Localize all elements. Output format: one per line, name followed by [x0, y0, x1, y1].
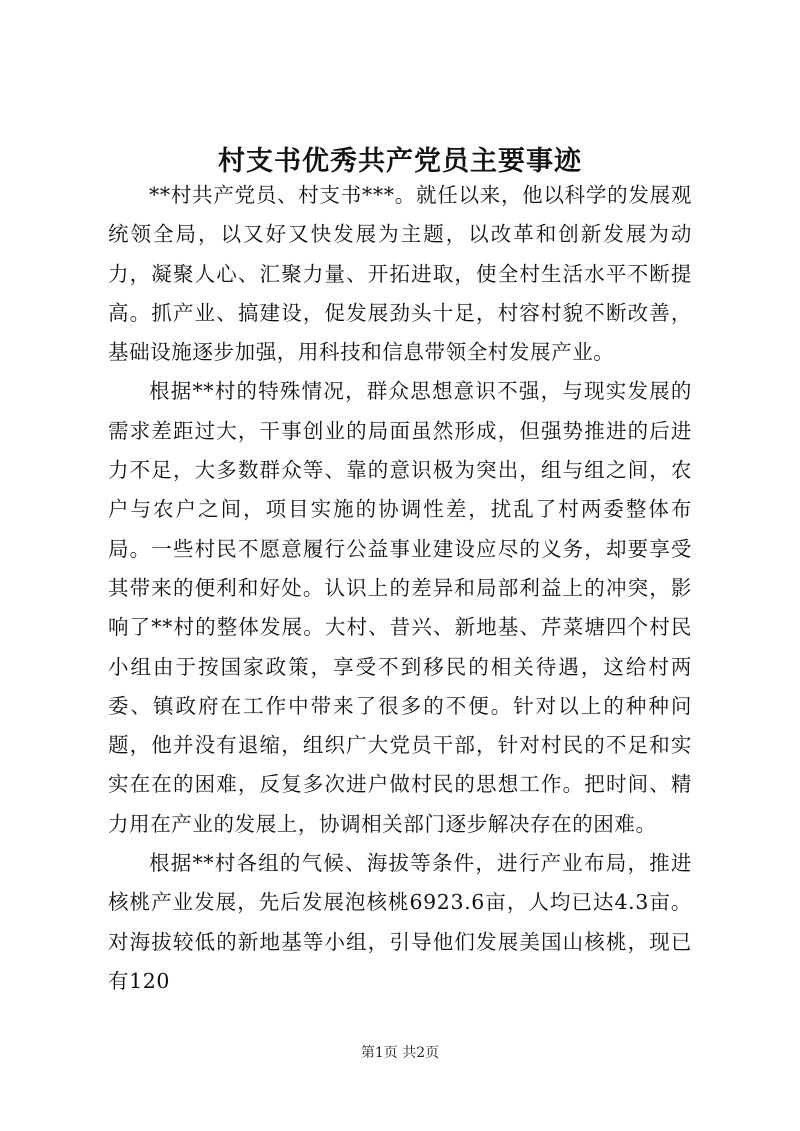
page-footer: 第1页 共2页	[360, 1045, 440, 1061]
paragraph-2: 根据**村的特殊情况，群众思想意识不强，与现实发展的需求差距过大，干事创业的局面虽然形成，但强势推进的后进力不足，大多数群众等、靠的意识极为突出，组与组之间，农户与农户之间，项目实施的协调性差，扰乱了村两委整体布局。一些村民不愿意履行公益事业建设应尽的义务，却要享受其带来的便利和好处。认识上的差异和局部利益上的冲突，影响了**村的整体发展。大村、昔兴、新地基、芹菜塘四个村民小组由于按国家政策，享受不到移民的相关待遇，这给村两委、镇政府在工作中带来了很多的不便。针对以上的种种问题，他并没有退缩，组织广大党员干部，针对村民的不足和实实在在的困难，反复多次进户做村民的思想工作。把时间、精力用在产业的发展上，协调相关部门逐步解决存在的困难。	[108, 379, 692, 836]
paragraph-1: **村共产党员、村支书***。就任以来，他以科学的发展观统领全局，以又好又快发展为主题，以改革和创新发展为动力，凝聚人心、汇聚力量、开拓进取，使全村生活水平不断提高。抓产业、搞建设，促发展劲头十足，村容村貌不断改善，基础设施逐步加强，用科技和信息带领全村发展产业。	[108, 183, 692, 365]
document-title: 村支书优秀共产党员主要事迹	[218, 146, 582, 177]
paragraph-3: 根据**村各组的气候、海拔等条件，进行产业布局，推进核桃产业发展，先后发展泡核桃6923.6亩，人均已达4.3亩。对海拔较低的新地基等小组，引导他们发展美国山核桃，现已有120	[108, 851, 692, 993]
document-body	[108, 176, 692, 1001]
